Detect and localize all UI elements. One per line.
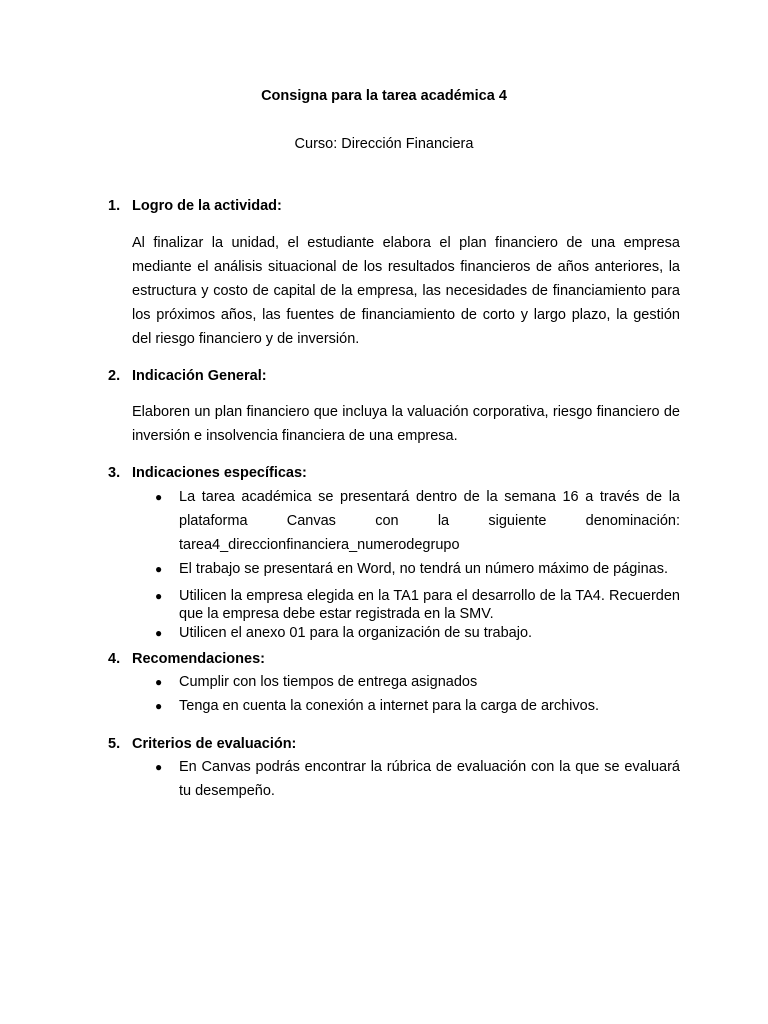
list-item [132,694,680,718]
section-number: 1. [108,198,121,214]
section-title: Indicación General: [132,368,267,384]
section-title: Indicaciones específicas: [132,465,307,481]
section-title: Recomendaciones: [132,651,265,667]
bullet-icon: ● [155,562,163,576]
section-number: 4. [108,651,121,667]
list-item-text: La tarea académica se presentará dentro de la semana 16 a través de la plataforma Canvas con la siguiente denominación: tarea4_direccionfinanciera_numerodegrupo [179,489,680,553]
list-item [132,557,680,581]
list-item-text: Utilicen el anexo 01 para la organización de su trabajo. [179,625,533,641]
section-title: Criterios de evaluación: [132,736,297,752]
section-number: 2. [108,368,121,384]
list-item-text: En Canvas podrás encontrar la rúbrica de evaluación con la que se evaluará tu desempeño. [179,759,680,799]
bullet-list-3 [132,485,680,642]
bullet-icon: ● [155,760,163,774]
list-item-text: Cumplir con los tiempos de entrega asignados [179,674,478,690]
list-item [132,485,680,557]
section-heading-3 [108,465,307,481]
bullet-icon: ● [155,490,163,504]
list-item-text: Utilicen la empresa elegida en la TA1 para el desarrollo de la TA4. Recuerden que la empresa debe estar registrada en la SMV. [179,588,680,622]
list-item [132,587,680,623]
section-heading-2 [108,368,267,384]
course-name: Curso: Dirección Financiera [294,136,474,152]
list-item-text: El trabajo se presentará en Word, no tendrá un número máximo de páginas. [179,561,668,577]
section-title: Logro de la actividad: [132,198,282,214]
bullet-list-5 [132,755,680,803]
list-item [132,624,680,642]
section-paragraph-1: Al finalizar la unidad, el estudiante elabora el plan financiero de una empresa mediante el análisis situacional de los resultados financieros de años anteriores, la estructura y costo de capital de la empresa, las necesidades de financiamiento para los próximos años, las fuentes de financiamiento de corto y largo plazo, la gestión del riesgo financiero y de inversión. [132,235,680,347]
bullet-icon: ● [155,675,163,689]
bullet-icon: ● [155,589,163,603]
bullet-icon: ● [155,626,163,640]
section-heading-5 [108,736,296,752]
list-item [132,670,680,694]
section-number: 3. [108,465,121,481]
document-title: Consigna para la tarea académica 4 [261,88,507,104]
bullet-list-4 [132,670,680,718]
section-heading-1 [108,198,282,214]
section-paragraph-2: Elaboren un plan financiero que incluya la valuación corporativa, riesgo financiero de inversión e insolvencia financiera de una empresa. [132,404,680,444]
bullet-icon: ● [155,699,163,713]
section-heading-4 [108,651,265,667]
list-item [132,755,680,803]
section-number: 5. [108,736,121,752]
list-item-text: Tenga en cuenta la conexión a internet para la carga de archivos. [179,698,599,714]
